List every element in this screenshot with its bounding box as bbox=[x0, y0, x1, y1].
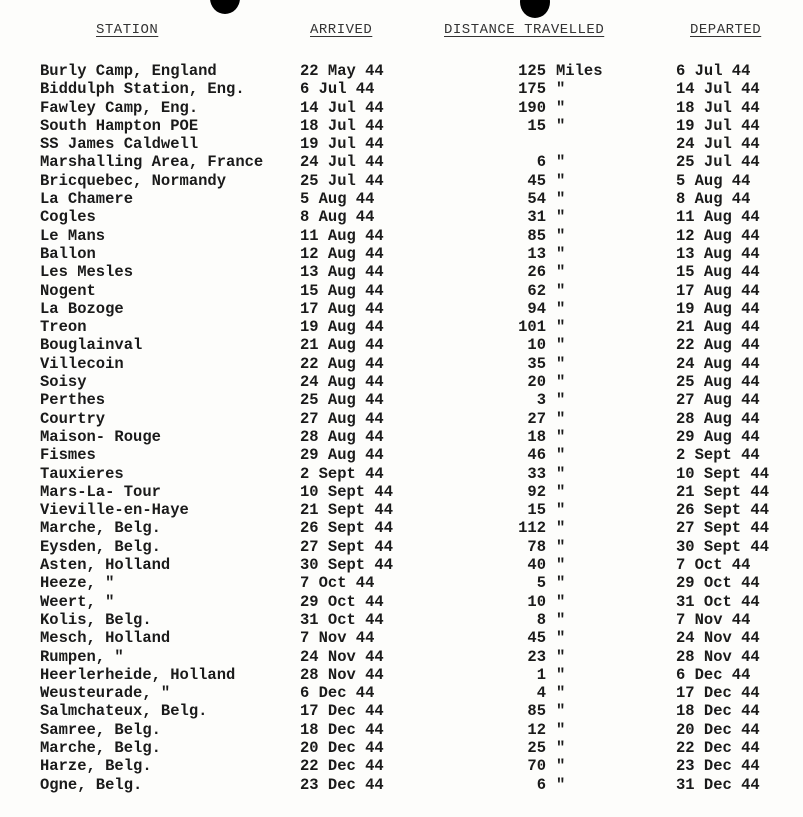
table-row bbox=[0, 574, 803, 592]
table-row bbox=[0, 318, 803, 336]
station-cell: Burly Camp, England bbox=[40, 62, 217, 80]
distance-cell: 85 bbox=[527, 702, 546, 721]
distance-cell: 8 bbox=[536, 610, 546, 629]
arrived-cell: 11 Aug 44 bbox=[300, 226, 384, 245]
arrived-cell: 24 Nov 44 bbox=[300, 647, 384, 666]
distance-cell: 6 bbox=[536, 775, 546, 794]
station-cell: Heeze, " bbox=[40, 574, 115, 593]
table-row bbox=[0, 355, 803, 373]
distance-cell: 25 bbox=[527, 738, 546, 757]
station-cell: Harze, Belg. bbox=[40, 757, 152, 776]
distance-unit-cell: " bbox=[556, 354, 566, 373]
station-cell: Soisy bbox=[40, 373, 87, 392]
distance-unit-cell: Miles bbox=[556, 62, 603, 80]
distance-cell: 94 bbox=[527, 299, 546, 318]
departed-cell: 7 Oct 44 bbox=[676, 556, 751, 575]
arrived-cell: 24 Jul 44 bbox=[300, 153, 384, 172]
table-row bbox=[0, 172, 803, 190]
departed-cell: 24 Aug 44 bbox=[676, 354, 760, 373]
table-row bbox=[0, 99, 803, 117]
arrived-cell: 13 Aug 44 bbox=[300, 263, 384, 282]
distance-unit-cell: " bbox=[556, 482, 566, 501]
punch-hole bbox=[210, 0, 240, 14]
table-row bbox=[0, 282, 803, 300]
departed-cell: 31 Oct 44 bbox=[676, 592, 760, 611]
distance-cell: 78 bbox=[527, 537, 546, 556]
arrived-cell: 14 Jul 44 bbox=[300, 98, 384, 117]
arrived-cell: 7 Oct 44 bbox=[300, 574, 375, 593]
station-cell: Heerlerheide, Holland bbox=[40, 665, 236, 684]
distance-unit-cell: " bbox=[556, 501, 566, 520]
distance-cell: 4 bbox=[536, 684, 546, 703]
departed-cell: 28 Aug 44 bbox=[676, 409, 760, 428]
arrived-cell: 21 Sept 44 bbox=[300, 501, 394, 520]
distance-cell: 18 bbox=[527, 427, 546, 446]
departed-cell: 24 Jul 44 bbox=[676, 135, 760, 154]
departed-cell: 15 Aug 44 bbox=[676, 263, 760, 282]
departed-cell: 10 Sept 44 bbox=[676, 464, 770, 483]
station-cell: Ballon bbox=[40, 244, 96, 263]
distance-unit-cell: " bbox=[556, 775, 566, 794]
distance-cell: 1 bbox=[536, 665, 546, 684]
departed-cell: 17 Dec 44 bbox=[676, 684, 760, 703]
distance-unit-cell: " bbox=[556, 647, 566, 666]
departed-cell: 31 Dec 44 bbox=[676, 775, 760, 794]
arrived-cell: 31 Oct 44 bbox=[300, 610, 384, 629]
distance-unit-cell: " bbox=[556, 208, 566, 227]
station-cell: Fismes bbox=[40, 446, 96, 465]
arrived-cell: 21 Aug 44 bbox=[300, 336, 384, 355]
distance-unit-cell: " bbox=[556, 226, 566, 245]
arrived-cell: 19 Aug 44 bbox=[300, 318, 384, 337]
header-arrived: ARRIVED bbox=[310, 22, 373, 38]
station-cell: Mesch, Holland bbox=[40, 629, 171, 648]
table-row bbox=[0, 721, 803, 739]
arrived-cell: 7 Nov 44 bbox=[300, 629, 375, 648]
table-row bbox=[0, 556, 803, 574]
arrived-cell: 17 Dec 44 bbox=[300, 702, 384, 721]
arrived-cell: 29 Oct 44 bbox=[300, 592, 384, 611]
table-row bbox=[0, 373, 803, 391]
distance-unit-cell: " bbox=[556, 391, 566, 410]
departed-cell: 22 Aug 44 bbox=[676, 336, 760, 355]
distance-cell: 10 bbox=[527, 336, 546, 355]
distance-unit-cell: " bbox=[556, 171, 566, 190]
distance-cell: 85 bbox=[527, 226, 546, 245]
distance-unit-cell: " bbox=[556, 629, 566, 648]
table-row bbox=[0, 117, 803, 135]
station-cell: La Chamere bbox=[40, 190, 134, 209]
distance-unit-cell: " bbox=[556, 244, 566, 263]
departed-cell: 27 Aug 44 bbox=[676, 391, 760, 410]
station-cell: Eysden, Belg. bbox=[40, 537, 161, 556]
station-cell: South Hampton POE bbox=[40, 116, 199, 135]
arrived-cell: 12 Aug 44 bbox=[300, 244, 384, 263]
station-cell: Villecoin bbox=[40, 354, 124, 373]
departed-cell: 6 Jul 44 bbox=[676, 62, 751, 80]
table-row bbox=[0, 153, 803, 171]
distance-cell: 175 bbox=[518, 80, 546, 99]
table-row bbox=[0, 446, 803, 464]
distance-unit-cell: " bbox=[556, 464, 566, 483]
arrived-cell: 25 Jul 44 bbox=[300, 171, 384, 190]
departed-cell: 17 Aug 44 bbox=[676, 281, 760, 300]
departed-cell: 23 Dec 44 bbox=[676, 757, 760, 776]
station-cell: Maison- Rouge bbox=[40, 427, 161, 446]
table-row bbox=[0, 629, 803, 647]
departed-cell: 5 Aug 44 bbox=[676, 171, 751, 190]
table-row bbox=[0, 648, 803, 666]
station-cell: SS James Caldwell bbox=[40, 135, 199, 154]
distance-unit-cell: " bbox=[556, 757, 566, 776]
station-cell: Weert, " bbox=[40, 592, 115, 611]
station-cell: Treon bbox=[40, 318, 87, 337]
station-cell: Marshalling Area, France bbox=[40, 153, 264, 172]
distance-cell: 20 bbox=[527, 373, 546, 392]
arrived-cell: 30 Sept 44 bbox=[300, 556, 394, 575]
table-row bbox=[0, 684, 803, 702]
arrived-cell: 15 Aug 44 bbox=[300, 281, 384, 300]
distance-unit-cell: " bbox=[556, 98, 566, 117]
table-row bbox=[0, 666, 803, 684]
distance-cell: 112 bbox=[518, 519, 546, 538]
station-cell: Le Mans bbox=[40, 226, 106, 245]
table-row bbox=[0, 757, 803, 775]
distance-cell: 40 bbox=[527, 556, 546, 575]
arrived-cell: 8 Aug 44 bbox=[300, 208, 375, 227]
station-cell: Rumpen, " bbox=[40, 647, 124, 666]
distance-unit-cell: " bbox=[556, 190, 566, 209]
station-cell: Kolis, Belg. bbox=[40, 610, 152, 629]
distance-cell: 26 bbox=[527, 263, 546, 282]
arrived-cell: 27 Sept 44 bbox=[300, 537, 394, 556]
departed-cell: 21 Sept 44 bbox=[676, 482, 770, 501]
distance-unit-cell: " bbox=[556, 373, 566, 392]
distance-unit-cell: " bbox=[556, 592, 566, 611]
distance-unit-cell: " bbox=[556, 80, 566, 99]
arrived-cell: 18 Jul 44 bbox=[300, 116, 384, 135]
distance-unit-cell: " bbox=[556, 519, 566, 538]
arrived-cell: 23 Dec 44 bbox=[300, 775, 384, 794]
table-row bbox=[0, 776, 803, 794]
station-cell: Mars-La- Tour bbox=[40, 482, 161, 501]
distance-cell: 101 bbox=[518, 318, 546, 337]
arrived-cell: 17 Aug 44 bbox=[300, 299, 384, 318]
distance-cell: 190 bbox=[518, 98, 546, 117]
distance-cell: 23 bbox=[527, 647, 546, 666]
station-cell: Les Mesles bbox=[40, 263, 134, 282]
distance-cell: 70 bbox=[527, 757, 546, 776]
distance-unit-cell: " bbox=[556, 537, 566, 556]
departed-cell: 20 Dec 44 bbox=[676, 720, 760, 739]
distance-unit-cell: " bbox=[556, 738, 566, 757]
distance-unit-cell: " bbox=[556, 336, 566, 355]
distance-unit-cell: " bbox=[556, 263, 566, 282]
arrived-cell: 19 Jul 44 bbox=[300, 135, 384, 154]
station-cell: Fawley Camp, Eng. bbox=[40, 98, 199, 117]
arrived-cell: 28 Nov 44 bbox=[300, 665, 384, 684]
distance-cell: 15 bbox=[527, 116, 546, 135]
arrived-cell: 27 Aug 44 bbox=[300, 409, 384, 428]
distance-cell: 46 bbox=[527, 446, 546, 465]
departed-cell: 18 Dec 44 bbox=[676, 702, 760, 721]
distance-cell: 92 bbox=[527, 482, 546, 501]
station-cell: Marche, Belg. bbox=[40, 738, 161, 757]
table-row bbox=[0, 391, 803, 409]
table-row bbox=[0, 227, 803, 245]
departed-cell: 8 Aug 44 bbox=[676, 190, 751, 209]
distance-cell: 3 bbox=[536, 391, 546, 410]
table-row bbox=[0, 80, 803, 98]
header-station: STATION bbox=[96, 22, 159, 38]
station-cell: Ogne, Belg. bbox=[40, 775, 143, 794]
distance-cell: 5 bbox=[536, 574, 546, 593]
station-cell: Biddulph Station, Eng. bbox=[40, 80, 245, 99]
departed-cell: 11 Aug 44 bbox=[676, 208, 760, 227]
station-cell: Cogles bbox=[40, 208, 96, 227]
distance-cell: 27 bbox=[527, 409, 546, 428]
distance-cell: 6 bbox=[536, 153, 546, 172]
station-cell: Vieville-en-Haye bbox=[40, 501, 189, 520]
column-headers bbox=[0, 22, 803, 44]
station-cell: Weusteurade, " bbox=[40, 684, 171, 703]
distance-cell: 10 bbox=[527, 592, 546, 611]
distance-cell: 12 bbox=[527, 720, 546, 739]
distance-unit-cell: " bbox=[556, 116, 566, 135]
distance-unit-cell: " bbox=[556, 427, 566, 446]
distance-unit-cell: " bbox=[556, 556, 566, 575]
table-row bbox=[0, 739, 803, 757]
departed-cell: 2 Sept 44 bbox=[676, 446, 760, 465]
station-cell: Tauxieres bbox=[40, 464, 124, 483]
distance-unit-cell: " bbox=[556, 299, 566, 318]
arrived-cell: 29 Aug 44 bbox=[300, 446, 384, 465]
distance-unit-cell: " bbox=[556, 281, 566, 300]
arrived-cell: 18 Dec 44 bbox=[300, 720, 384, 739]
table-row bbox=[0, 519, 803, 537]
departed-cell: 13 Aug 44 bbox=[676, 244, 760, 263]
header-departed: DEPARTED bbox=[690, 22, 762, 38]
arrived-cell: 2 Sept 44 bbox=[300, 464, 384, 483]
arrived-cell: 28 Aug 44 bbox=[300, 427, 384, 446]
departed-cell: 27 Sept 44 bbox=[676, 519, 770, 538]
table-row bbox=[0, 501, 803, 519]
distance-cell: 13 bbox=[527, 244, 546, 263]
table-row bbox=[0, 428, 803, 446]
arrived-cell: 22 Aug 44 bbox=[300, 354, 384, 373]
distance-cell: 33 bbox=[527, 464, 546, 483]
distance-unit-cell: " bbox=[556, 318, 566, 337]
table-row bbox=[0, 465, 803, 483]
departed-cell: 25 Jul 44 bbox=[676, 153, 760, 172]
punch-hole bbox=[520, 0, 550, 18]
table-row bbox=[0, 208, 803, 226]
departed-cell: 25 Aug 44 bbox=[676, 373, 760, 392]
distance-unit-cell: " bbox=[556, 665, 566, 684]
arrived-cell: 6 Jul 44 bbox=[300, 80, 375, 99]
table-row bbox=[0, 702, 803, 720]
distance-unit-cell: " bbox=[556, 684, 566, 703]
departed-cell: 26 Sept 44 bbox=[676, 501, 770, 520]
departed-cell: 19 Aug 44 bbox=[676, 299, 760, 318]
departed-cell: 22 Dec 44 bbox=[676, 738, 760, 757]
departed-cell: 29 Aug 44 bbox=[676, 427, 760, 446]
table-row bbox=[0, 593, 803, 611]
station-cell: Courtry bbox=[40, 409, 106, 428]
table-row bbox=[0, 62, 803, 80]
departed-cell: 12 Aug 44 bbox=[676, 226, 760, 245]
station-cell: Samree, Belg. bbox=[40, 720, 161, 739]
arrived-cell: 24 Aug 44 bbox=[300, 373, 384, 392]
table-row bbox=[0, 135, 803, 153]
departed-cell: 14 Jul 44 bbox=[676, 80, 760, 99]
arrived-cell: 26 Sept 44 bbox=[300, 519, 394, 538]
table-row bbox=[0, 300, 803, 318]
table-row bbox=[0, 190, 803, 208]
station-cell: Bouglainval bbox=[40, 336, 143, 355]
table-row bbox=[0, 336, 803, 354]
departed-cell: 21 Aug 44 bbox=[676, 318, 760, 337]
itinerary-table bbox=[0, 62, 803, 794]
distance-unit-cell: " bbox=[556, 446, 566, 465]
table-row bbox=[0, 263, 803, 281]
table-row bbox=[0, 410, 803, 428]
arrived-cell: 5 Aug 44 bbox=[300, 190, 375, 209]
departed-cell: 6 Dec 44 bbox=[676, 665, 751, 684]
station-cell: Asten, Holland bbox=[40, 556, 171, 575]
distance-cell: 62 bbox=[527, 281, 546, 300]
distance-unit-cell: " bbox=[556, 702, 566, 721]
distance-unit-cell: " bbox=[556, 153, 566, 172]
distance-cell: 125 bbox=[518, 62, 546, 80]
distance-unit-cell: " bbox=[556, 574, 566, 593]
distance-cell: 45 bbox=[527, 629, 546, 648]
distance-unit-cell: " bbox=[556, 720, 566, 739]
distance-cell: 31 bbox=[527, 208, 546, 227]
departed-cell: 29 Oct 44 bbox=[676, 574, 760, 593]
arrived-cell: 20 Dec 44 bbox=[300, 738, 384, 757]
departed-cell: 30 Sept 44 bbox=[676, 537, 770, 556]
departed-cell: 24 Nov 44 bbox=[676, 629, 760, 648]
departed-cell: 19 Jul 44 bbox=[676, 116, 760, 135]
table-row bbox=[0, 245, 803, 263]
station-cell: La Bozoge bbox=[40, 299, 124, 318]
table-row bbox=[0, 483, 803, 501]
table-row bbox=[0, 538, 803, 556]
distance-cell: 54 bbox=[527, 190, 546, 209]
arrived-cell: 22 Dec 44 bbox=[300, 757, 384, 776]
departed-cell: 7 Nov 44 bbox=[676, 610, 751, 629]
distance-unit-cell: " bbox=[556, 610, 566, 629]
departed-cell: 28 Nov 44 bbox=[676, 647, 760, 666]
table-row bbox=[0, 611, 803, 629]
arrived-cell: 10 Sept 44 bbox=[300, 482, 394, 501]
station-cell: Nogent bbox=[40, 281, 96, 300]
departed-cell: 18 Jul 44 bbox=[676, 98, 760, 117]
station-cell: Marche, Belg. bbox=[40, 519, 161, 538]
distance-cell: 15 bbox=[527, 501, 546, 520]
distance-cell: 45 bbox=[527, 171, 546, 190]
station-cell: Bricquebec, Normandy bbox=[40, 171, 227, 190]
distance-unit-cell: " bbox=[556, 409, 566, 428]
station-cell: Salmchateux, Belg. bbox=[40, 702, 208, 721]
arrived-cell: 22 May 44 bbox=[300, 62, 384, 80]
arrived-cell: 25 Aug 44 bbox=[300, 391, 384, 410]
station-cell: Perthes bbox=[40, 391, 106, 410]
arrived-cell: 6 Dec 44 bbox=[300, 684, 375, 703]
header-distance: DISTANCE TRAVELLED bbox=[444, 22, 605, 38]
distance-cell: 35 bbox=[527, 354, 546, 373]
